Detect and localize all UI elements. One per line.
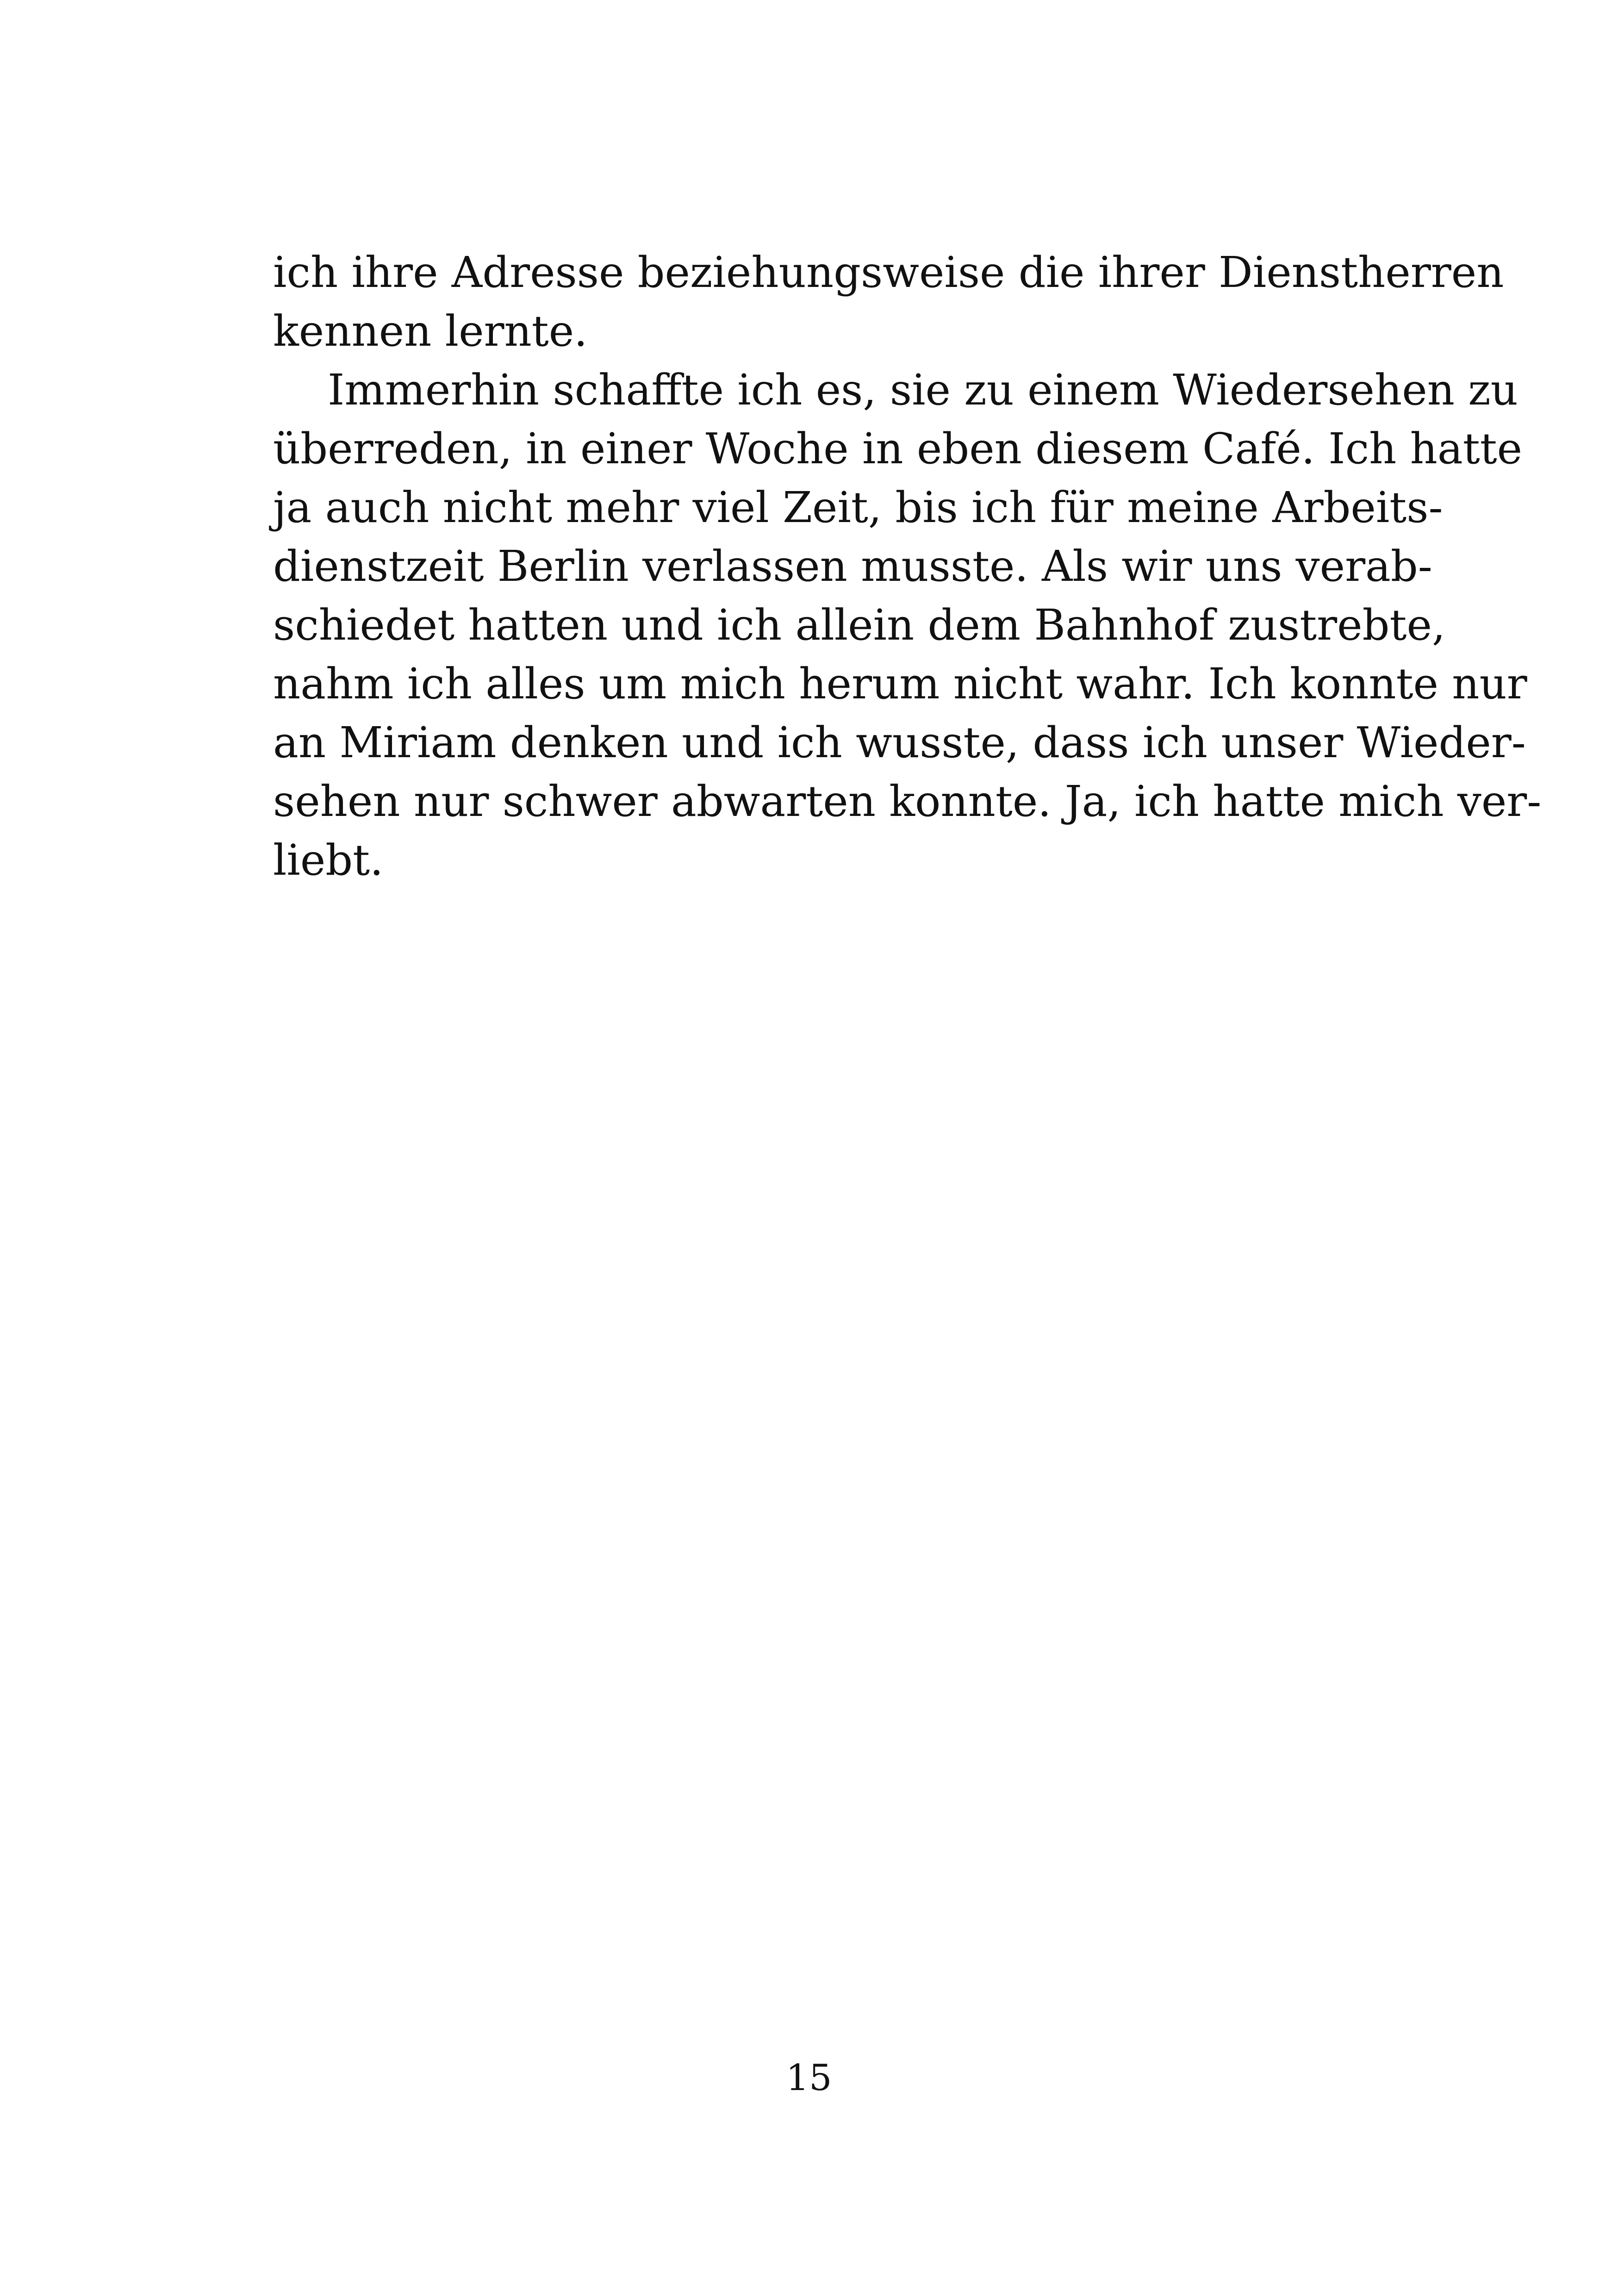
page-number: 15 bbox=[786, 2057, 832, 2099]
text-line: schiedet hatten und ich allein dem Bahnhof zustrebte, bbox=[273, 600, 1446, 650]
text-line: sehen nur schwer abwarten konnte. Ja, ich hatte mich ver- bbox=[273, 777, 1542, 826]
text-line: ich ihre Adresse beziehungsweise die ihrer Dienstherren bbox=[273, 248, 1504, 297]
text-line: an Miriam denken und ich wusste, dass ich unser Wieder- bbox=[273, 718, 1526, 767]
text-line: überreden, in einer Woche in eben diesem Café. Ich hatte bbox=[273, 424, 1523, 473]
text-line: dienstzeit Berlin verlassen musste. Als wir uns verab- bbox=[273, 541, 1432, 591]
body-text bbox=[273, 243, 1542, 890]
text-line: kennen lernte. bbox=[273, 306, 588, 356]
text-line: Immerhin schaffte ich es, sie zu einem Wiedersehen zu bbox=[328, 365, 1518, 415]
text-line: ja auch nicht mehr viel Zeit, bis ich für meine Arbeits- bbox=[273, 483, 1443, 532]
text-line: nahm ich alles um mich herum nicht wahr. Ich konnte nur bbox=[273, 659, 1527, 709]
text-line: liebt. bbox=[273, 835, 384, 885]
